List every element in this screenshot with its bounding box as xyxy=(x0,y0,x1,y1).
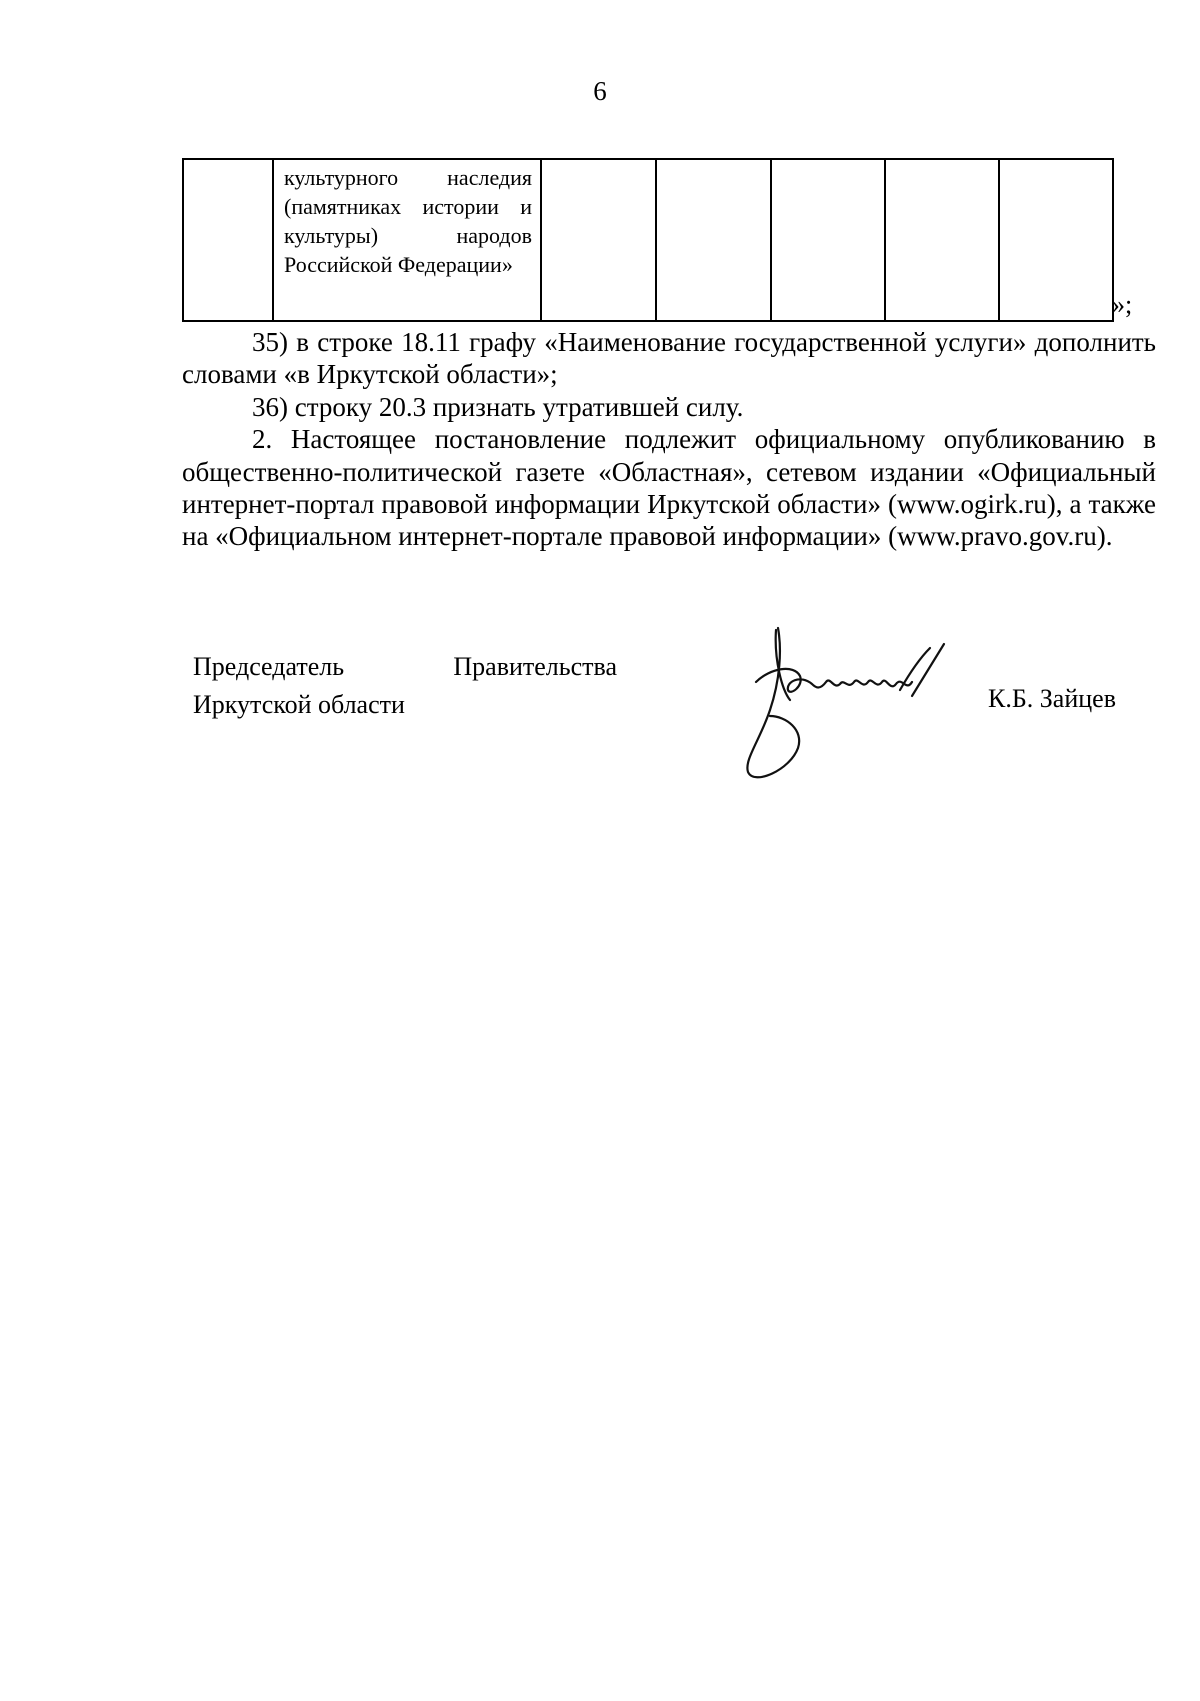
paragraph-2: 2. Настоящее постановление подлежит официальному опубликованию в общественно-политической газете «Областная», сетевом издании «Официальный интернет-портал правовой информации Иркутской области» (www.ogirk.ru), а также на «Официальном интернет-портале правовой информации» (www.pravo.gov.ru). xyxy=(182,424,1156,552)
service-name-text: культурного наследия (памятниках истории и культуры) народов Российской Федерации» xyxy=(284,165,532,277)
table-fragment xyxy=(182,158,1114,322)
document-body xyxy=(182,326,1156,553)
table-closing-mark: »; xyxy=(1112,290,1133,319)
position-word-1: Председатель xyxy=(193,652,345,681)
table-row xyxy=(183,159,1113,321)
signatory-position xyxy=(193,648,617,724)
position-line-2: Иркутской области xyxy=(193,690,405,719)
table-cell xyxy=(541,159,656,321)
handwritten-signature xyxy=(730,620,970,790)
table-cell xyxy=(999,159,1113,321)
table-cell xyxy=(771,159,885,321)
table-cell xyxy=(885,159,999,321)
table-cell xyxy=(656,159,771,321)
table-cell-number xyxy=(183,159,273,321)
signer-name: К.Б. Зайцев xyxy=(988,684,1116,713)
paragraph-35: 35) в строке 18.11 графу «Наименование государственной услуги» дополнить словами «в Иркутской области»; xyxy=(182,327,1156,390)
position-word-2: Правительства xyxy=(453,652,617,681)
page-number: 6 xyxy=(593,76,607,106)
table-cell-service-name xyxy=(273,159,541,321)
paragraph-36: 36) строку 20.3 признать утратившей силу. xyxy=(252,391,744,422)
